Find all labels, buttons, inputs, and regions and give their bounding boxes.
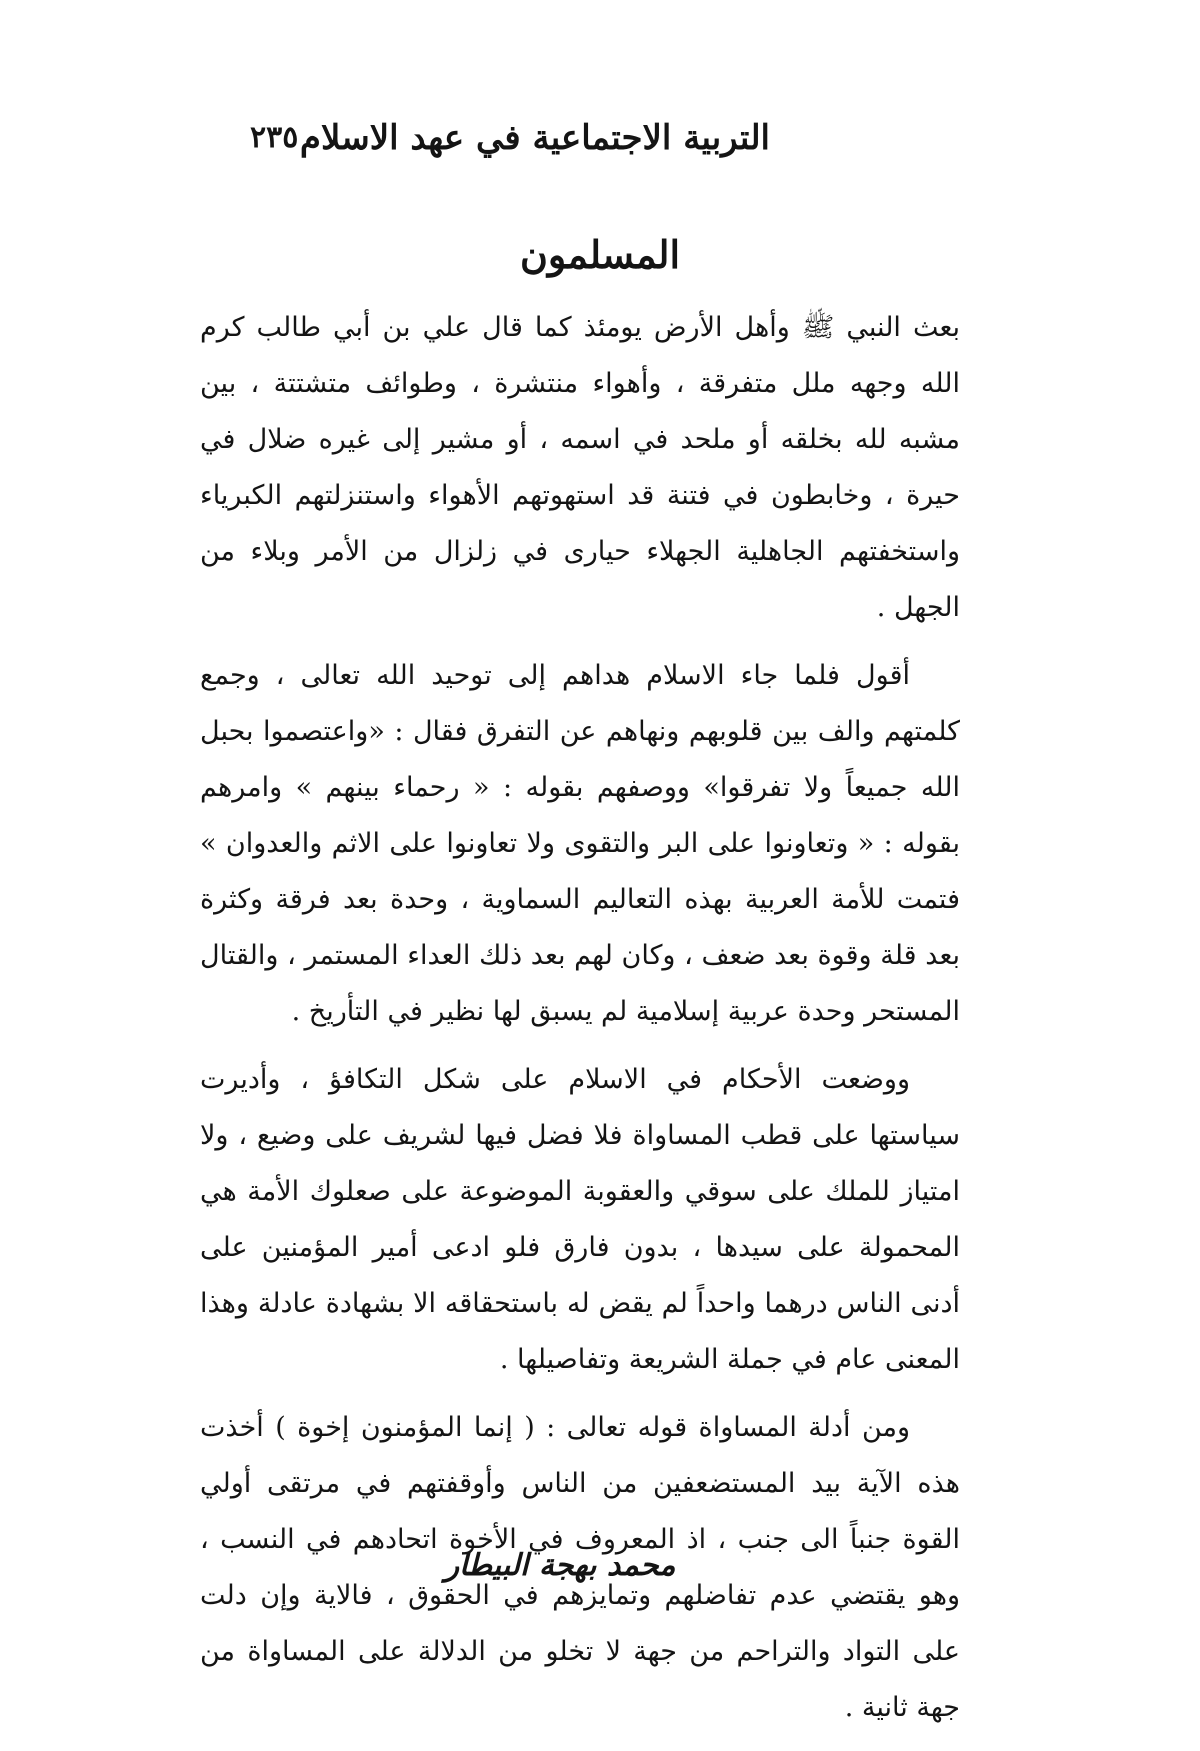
author-signature: محمد بهجة البيطار	[444, 1548, 676, 1583]
paragraph-4: ومن أدلة المساواة قوله تعالى : ( إنما المؤمنون إخوة ) أخذت هذه الآية بيد المستضعفين من الناس وأوقفتهم في مرتقى أولي القوة جنباً الى جنب ، اذ المعروف في الأخوة اتحادهم في النسب ، وهو يقتضي عدم تفاضلهم وتمايزهم في الحقوق ، فالاية وإن دلت على التواد والتراحم من جهة لا تخلو من الدلالة على المساواة من جهة ثانية .	[200, 1412, 960, 1723]
page-header	[250, 118, 770, 178]
page-number: ٢٣٥	[250, 120, 299, 155]
section-title: المسلمون	[519, 232, 681, 277]
running-title: التربية الاجتماعية في عهد الاسلام	[299, 118, 770, 158]
body-text	[200, 300, 960, 1748]
paragraph-3: ووضعت الأحكام في الاسلام على شكل التكافؤ ، وأديرت سياستها على قطب المساواة فلا فضل فيها لشريف على وضيع ، ولا امتياز للملك على سوقي والعقوبة الموضوعة على صعلوك الأمة هي المحمولة على سيدها ، بدون فارق فلو ادعى أمير المؤمنين على أدنى الناس درهما واحداً لم يقض له باستحقاقه الا بشهادة عادلة وهذا المعنى عام في جملة الشريعة وتفاصيلها .	[200, 1064, 960, 1375]
paragraph-1: بعث النبي ﷺ وأهل الأرض يومئذ كما قال علي بن أبي طالب كرم الله وجهه ملل متفرقة ، وأهواء منتشرة ، وطوائف متشتتة ، بين مشبه لله بخلقه أو ملحد في اسمه ، أو مشير إلى غيره ضلال في حيرة ، وخابطون في فتنة قد استهوتهم الأهواء واستنزلتهم الكبرياء واستخفتهم الجاهلية الجهلاء حيارى في زلزال من الأمر وبلاء من الجهل .	[200, 312, 960, 623]
paragraph-2: أقول فلما جاء الاسلام هداهم إلى توحيد الله تعالى ، وجمع كلمتهم والف بين قلوبهم ونهاهم عن التفرق فقال : «واعتصموا بحبل الله جميعاً ولا تفرقوا» ووصفهم بقوله : « رحماء بينهم » وامرهم بقوله : « وتعاونوا على البر والتقوى ولا تعاونوا على الاثم والعدوان » فتمت للأمة العربية بهذه التعاليم السماوية ، وحدة بعد فرقة وكثرة بعد قلة وقوة بعد ضعف ، وكان لهم بعد ذلك العداء المستمر ، والقتال المستحر وحدة عربية إسلامية لم يسبق لها نظير في التأريخ .	[200, 660, 960, 1027]
